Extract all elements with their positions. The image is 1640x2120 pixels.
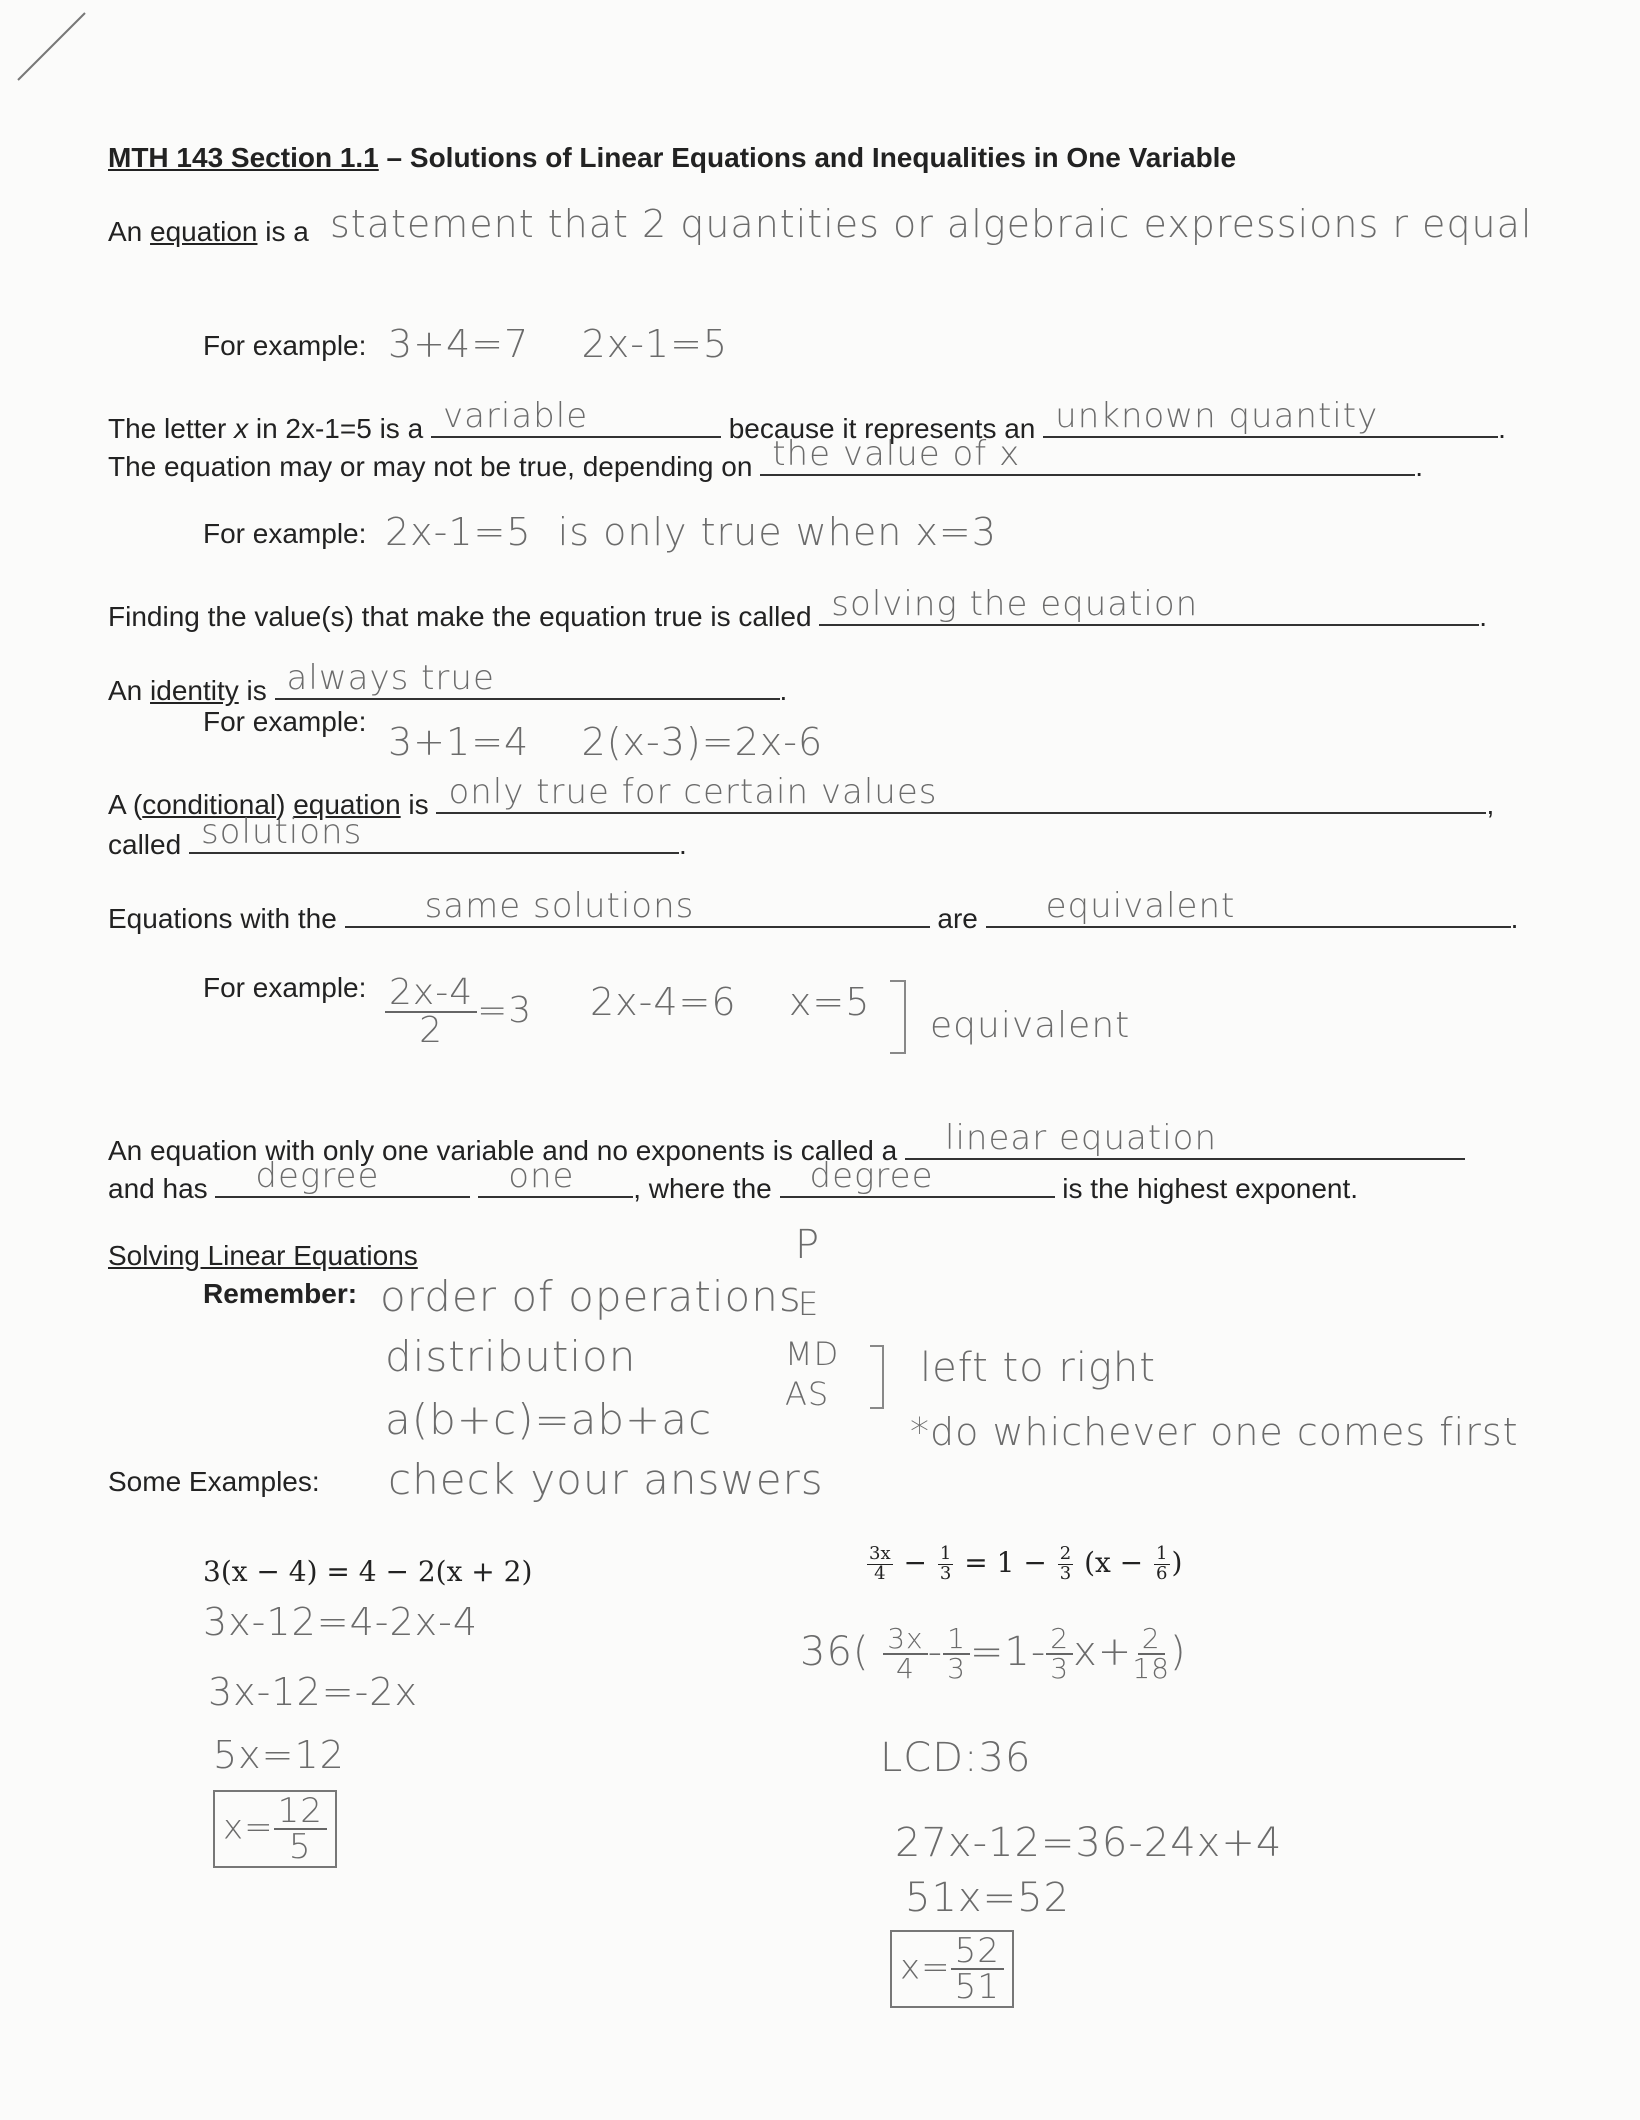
ex2-hw-mid: - <box>927 1629 944 1675</box>
equation-pre: An <box>108 216 151 247</box>
conditional-equation-term: equation <box>293 789 401 820</box>
linear-answer: linear equation <box>945 1118 1217 1158</box>
ex2-hw-f3-den: 3 <box>1050 1652 1070 1685</box>
degree-blank-2 <box>478 1156 633 1198</box>
ex2-paren-close: ) <box>1171 1545 1183 1579</box>
ex2-hw-f4 <box>1132 1622 1170 1685</box>
ex2-f4-den: 6 <box>1156 1562 1168 1584</box>
example-2-answer-den: 51 <box>954 1967 1000 2007</box>
example-1-answer: 3+4=7 2x-1=5 <box>388 322 729 366</box>
conditional-term: conditional <box>142 789 277 820</box>
example-2-multiply <box>800 1622 1187 1685</box>
example-2-answer-num: 52 <box>951 1934 1004 1970</box>
ex2-hw-f2-den: 3 <box>947 1652 966 1685</box>
degree-answer-1: degree <box>255 1156 380 1196</box>
ex2-paren-open: (x − <box>1084 1545 1144 1579</box>
remember-label: Remember: <box>203 1278 358 1309</box>
example-label-1: For example: <box>203 330 367 361</box>
example-2-step-2: 51x=52 <box>905 1875 1070 1921</box>
example-4-frac <box>385 972 477 1051</box>
example-2-problem <box>865 1545 1182 1584</box>
ex2-eq: = 1 − <box>964 1545 1047 1579</box>
course-label: MTH 143 Section 1.1 <box>108 142 379 173</box>
conditional-sentence: A (conditional) equation is only true for certain values , <box>108 772 1495 820</box>
ex2-f1-num: 3x <box>869 1543 891 1564</box>
example-2-answer: 2x-1=5 is only true when x=3 <box>385 510 997 554</box>
solutions-blank <box>189 812 679 854</box>
ex2-hw-f3-num: 2 <box>1046 1625 1073 1655</box>
ex2-f3-den: 3 <box>1059 1562 1072 1584</box>
example-1-answer-frac <box>274 1791 327 1867</box>
title-text: – Solutions of Linear Equations and Inequalities in One Variable <box>378 142 1237 173</box>
equation-post: is a <box>257 216 309 247</box>
equivalent-bracket <box>890 980 906 1054</box>
variable-blank <box>431 396 721 438</box>
solving-blank <box>819 584 1479 626</box>
remember-line-1: order of operations <box>380 1272 802 1321</box>
equation-definition <box>108 216 309 248</box>
ex2-f2 <box>938 1545 953 1584</box>
degree-answer-2: one <box>508 1156 575 1196</box>
linear-blank <box>905 1118 1465 1160</box>
example-4-step: 2x-4=6 x=5 <box>590 980 871 1024</box>
pemdas-e: E <box>798 1285 820 1323</box>
solutions-answer: solutions <box>200 812 363 852</box>
equivalent-blank <box>986 886 1511 928</box>
ex2-hw-f1-num: 3x <box>883 1625 927 1655</box>
ex2-f3 <box>1058 1545 1073 1584</box>
conditional-blank <box>436 772 1486 814</box>
same-solutions-blank <box>345 886 930 928</box>
called-sentence: called solutions . <box>108 812 687 860</box>
equivalent-pre: Equations with the <box>108 903 337 934</box>
ex2-hw-f1-den: 4 <box>896 1652 915 1685</box>
example-4-rest: =3 <box>477 990 533 1031</box>
pemdas-as: AS <box>785 1375 830 1413</box>
ex2-f3-num: 2 <box>1059 1543 1072 1564</box>
example-4-num: 2x-4 <box>385 975 477 1013</box>
ex2-minus: − <box>903 1545 927 1579</box>
identity-answer: always true <box>286 658 495 698</box>
degree-blank-1 <box>215 1156 470 1198</box>
pemdas-p: P <box>795 1222 821 1268</box>
identity-pre: An <box>108 675 151 706</box>
letter-pre: The letter <box>108 413 235 444</box>
degree-sentence <box>108 1156 1359 1205</box>
identity-term: identity <box>150 675 239 706</box>
example-4-note: equivalent <box>930 1005 1131 1046</box>
example-2-answer-frac <box>951 1931 1004 2007</box>
equivalent-mid: are <box>937 903 978 934</box>
example-1-answer-num: 12 <box>274 1794 327 1830</box>
variable-answer: variable <box>442 396 589 436</box>
example-1-answer-box <box>213 1790 337 1868</box>
called-text: called <box>108 829 182 860</box>
remember-line-2: distribution <box>385 1332 637 1381</box>
some-examples-label: Some Examples: <box>108 1466 320 1497</box>
example-1-step-3: 5x=12 <box>213 1733 345 1777</box>
example-2-answer-box <box>890 1930 1014 2008</box>
ex2-hw-x: x+ <box>1073 1629 1133 1675</box>
example-2-lcd: LCD:36 <box>880 1735 1032 1781</box>
identity-post: is <box>238 675 267 706</box>
example-2-step-1: 27x-12=36-24x+4 <box>895 1820 1283 1866</box>
example-1-step-1: 3x-12=4-2x-4 <box>203 1600 479 1644</box>
unknown-blank <box>1043 396 1498 438</box>
pencil-mark <box>10 5 90 85</box>
equation-answer: statement that 2 quantities or algebraic expressions r equal <box>330 202 1533 246</box>
ex2-f4 <box>1154 1545 1169 1584</box>
solving-sentence: Finding the value(s) that make the equation true is called solving the equation . <box>108 584 1488 632</box>
degree-blank-3 <box>780 1156 1055 1198</box>
pemdas-md: MD <box>785 1335 840 1373</box>
conditional-answer: only true for certain values <box>448 772 938 812</box>
ex2-hw-f4-den: 18 <box>1132 1652 1170 1685</box>
equivalent-answer: equivalent <box>1045 886 1236 926</box>
same-solutions-answer: same solutions <box>424 886 695 926</box>
example-label-3: For example: <box>203 706 367 737</box>
example-1-problem: 3(x − 4) = 4 − 2(x + 2) <box>203 1555 533 1588</box>
ex2-hw-f1 <box>883 1622 927 1685</box>
example-4-fraction <box>385 972 533 1051</box>
ex2-hw-f4-num: 2 <box>1138 1625 1165 1655</box>
depend-sentence: The equation may or may not be true, depending on the value of x . <box>108 434 1423 482</box>
variable-sentence: The letter x in 2x-1=5 is a variable because it represents an unknown quantity . <box>108 396 1506 444</box>
example-1-step-2: 3x-12=-2x <box>208 1670 418 1714</box>
ex2-f4-num: 1 <box>1156 1543 1168 1564</box>
linear-text: An equation with only one variable and no exponents is called a <box>108 1135 898 1166</box>
pemdas-note-2: *do whichever one comes first <box>910 1410 1519 1454</box>
ex2-mult-close: ) <box>1169 1629 1187 1675</box>
ex2-hw-f2 <box>943 1622 970 1685</box>
ex2-hw-f3 <box>1046 1622 1073 1685</box>
conditional-mid: ) <box>276 789 294 820</box>
page-title <box>108 142 1236 174</box>
linear-end: is the highest exponent. <box>1062 1173 1359 1204</box>
identity-sentence: An identity is always true . <box>108 658 788 706</box>
depend-answer: the value of x <box>772 434 1021 474</box>
equivalent-sentence: Equations with the same solutions are equivalent . <box>108 886 1519 934</box>
pemdas-note-1: left to right <box>920 1345 1156 1391</box>
ex2-hw-eq: =1- <box>969 1629 1047 1675</box>
solving-heading: Solving Linear Equations <box>108 1240 418 1271</box>
degree-answer-3: degree <box>809 1156 934 1196</box>
example-label-4: For example: <box>203 972 367 1003</box>
conditional-pre: A ( <box>108 789 143 820</box>
letter-mid: in 2x-1=5 is a <box>248 413 424 444</box>
letter-x: x <box>234 413 249 444</box>
unknown-answer: unknown quantity <box>1055 396 1379 436</box>
depend-blank <box>760 434 1415 476</box>
letter-mid2: because it represents an <box>728 413 1036 444</box>
where-text: , where the <box>633 1173 772 1204</box>
conditional-post: is <box>400 789 429 820</box>
ex2-mult: 36( <box>800 1629 870 1675</box>
ex2-f2-num: 1 <box>939 1543 952 1564</box>
and-has-text: and has <box>108 1173 208 1204</box>
example-2-answer-x: x= <box>900 1947 951 1988</box>
example-4-den: 2 <box>419 1010 443 1051</box>
ex2-f2-den: 3 <box>939 1562 952 1584</box>
depend-text: The equation may or may not be true, depending on <box>108 451 753 482</box>
remember-line-4: check your answers <box>388 1455 824 1504</box>
example-3-answer: 3+1=4 2(x-3)=2x-6 <box>388 720 824 764</box>
example-1-answer-den: 5 <box>288 1827 312 1867</box>
solving-text: Finding the value(s) that make the equation true is called <box>108 601 812 632</box>
equation-term: equation <box>150 216 258 247</box>
example-1-answer-x: x= <box>223 1807 274 1848</box>
remember-line-3: a(b+c)=ab+ac <box>385 1395 713 1444</box>
ex2-f1 <box>867 1545 893 1584</box>
solving-answer: solving the equation <box>831 584 1199 624</box>
ex2-f1-den: 4 <box>874 1562 886 1584</box>
pemdas-bracket <box>870 1345 884 1409</box>
example-label-2: For example: <box>203 518 367 549</box>
ex2-hw-f2-num: 1 <box>943 1625 970 1655</box>
